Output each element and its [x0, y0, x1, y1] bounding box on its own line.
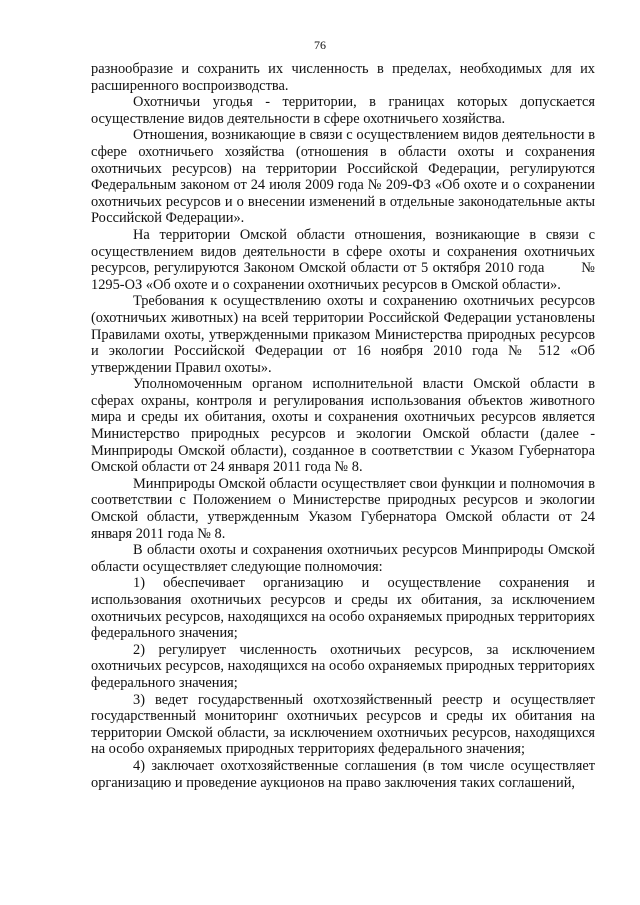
paragraph-powers-intro: В области охоты и сохранения охотничьих ресурсов Минприроды Омской области осуществляет следующие полномочия:: [91, 542, 595, 575]
paragraph-power-1: 1) обеспечивает организацию и осуществление сохранения и использования охотничьих ресурсов и среды их обитания, за исключением охотничьих ресурсов, находящихся на особо охраняемых природных территориях федерального значения;: [91, 575, 595, 642]
paragraph-power-3: 3) ведет государственный охотхозяйственный реестр и осуществляет государственный мониторинг охотничьих ресурсов и среды их обитания на территории Омской области, за исключением охотничьих ресурсов, находящихся на особо охраняемых природных территориях федерального значения;: [91, 691, 595, 758]
paragraph-omsk-law-text: На территории Омской области отношения, возникающие в связи с осуществлением видов деятельности в сфере охоты и сохранения охотничьих ресурсов, регулируются Законом Омской области от 5 октября 2010 года: [91, 226, 595, 277]
paragraph-power-4: 4) заключает охотхозяйственные соглашения (в том числе осуществляет организацию и проведение аукционов на право заключения таких соглашений,: [91, 757, 595, 791]
paragraph-authorized-body: Уполномоченным органом исполнительной власти Омской области в сферах охраны, контроля и регулирования использования объектов животного мира и среды их обитания, охоты и сохранения охотничьих ресурсов является Министерство природных ресурсов и экологии Омской области (далее - Минприроды Омской области), созданное в соответствии с Указом Губернатора Омской области от 24 января 2011 года № 8.: [91, 376, 595, 476]
document-body: [91, 61, 595, 791]
paragraph-continuation: разнообразие и сохранить их численность в пределах, необходимых для их расширенного воспроизводства.: [91, 61, 595, 94]
page-number: 76: [314, 38, 326, 52]
paragraph-hunting-rules: Требования к осуществлению охоты и сохранению охотничьих ресурсов (охотничьих животных) на всей территории Российской Федерации установлены Правилами охоты, утвержденными приказом Министерства природных ресурсов и экологии Российской Федерации от 16 ноября 2010 года № 512 «Об утверждении Правил охоты».: [91, 293, 595, 376]
paragraph-federal-law: Отношения, возникающие в связи с осуществлением видов деятельности в сфере охотничьего хозяйства (отношения в области охоты и сохранения охотничьих ресурсов) на территории Российской Федерации, регулируются Федеральным законом от 24 июля 2009 года № 209-ФЗ «Об охоте и о сохранении охотничьих ресурсов и о внесении изменений в отдельные законодательные акты Российской Федерации».: [91, 127, 595, 227]
paragraph-omsk-law: [91, 227, 595, 293]
paragraph-omsk-law-number: № 1295-ОЗ «Об охоте и о сохранении охотничьих ресурсов в Омской области».: [91, 260, 595, 293]
paragraph-hunting-grounds: Охотничьи угодья - территории, в границах которых допускается осуществление видов деятельности в сфере охотничьего хозяйства.: [91, 94, 595, 127]
paragraph-power-2: 2) регулирует численность охотничьих ресурсов, за исключением охотничьих ресурсов, находящихся на особо охраняемых природных территориях федерального значения;: [91, 641, 595, 691]
paragraph-ministry-functions: Минприроды Омской области осуществляет свои функции и полномочия в соответствии с Положением о Министерстве природных ресурсов и экологии Омской области, утвержденным Указом Губернатора Омской области от 24 января 2011 года № 8.: [91, 475, 595, 542]
